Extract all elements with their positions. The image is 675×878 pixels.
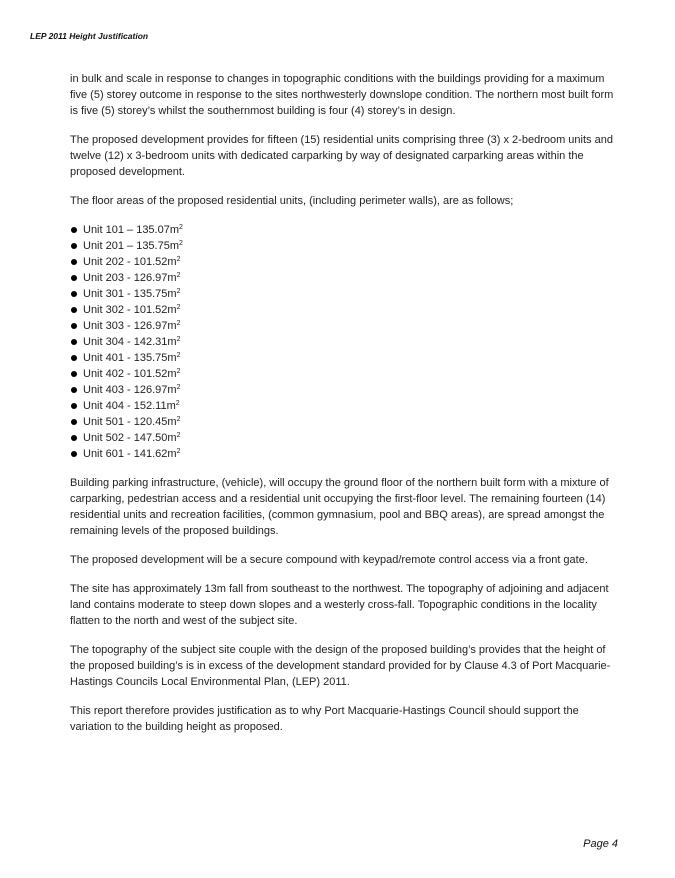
paragraph-site-fall: The site has approximately 13m fall from southeast to the northwest. The topography of adjoining and adjacent land contains moderate to steep down slopes and a westerly cross-fall. Topographic conditions in the locality flatten to the north and west of the subject site. xyxy=(70,583,609,627)
list-item: Unit $401 - 135.75m^2$ xyxy=(70,350,620,366)
paragraph-unit-mix: The proposed development provides for fifteen (15) residential units comprising three (3) x 2-bedroom units and twelve (12) x 3-bedroom units with dedicated carparking by way of designated carparking areas within the proposed development. xyxy=(70,134,613,178)
bullet-icon xyxy=(71,387,77,393)
bullet-icon xyxy=(71,243,77,249)
paragraph-bulk-scale: in bulk and scale in response to changes in topographic conditions with the buildings providing for a maximum five (5) storey outcome in response to the sites northwesterly downslope condition. The northern most built form is five (5) storey’s whilst the southernmost building is four (4) storey’s in design. xyxy=(70,73,614,117)
paragraph-security: The proposed development will be a secure compound with keypad/remote control access via a front gate. xyxy=(70,554,588,566)
bullet-icon xyxy=(71,291,77,297)
bullet-icon xyxy=(71,451,77,457)
list-item: Unit $402 - 101.52m^2$ xyxy=(70,366,620,382)
list-item: Unit $502 - 147.50m^2$ xyxy=(70,430,620,446)
bullet-icon xyxy=(71,419,77,425)
list-item: Unit $203 - 126.97m^2$ xyxy=(70,270,620,286)
list-item: Unit $101 - 135.07m^2$ xyxy=(70,222,620,238)
list-item: Unit $302 - 101.52m^2$ xyxy=(70,302,620,318)
paragraph-floor-areas-intro: The floor areas of the proposed residential units, (including perimeter walls), are as follows; xyxy=(70,195,514,207)
bullet-icon xyxy=(71,259,77,265)
paragraph-parking: Building parking infrastructure, (vehicle), will occupy the ground floor of the northern built form with a mixture of carparking, pedestrian access and a residential unit occupying the first-floor level. The remaining fourteen (14) residential units and recreation facilities, (common gymnasium, pool and BBQ areas), are spread amongst the remaining levels of the proposed buildings. xyxy=(70,477,609,537)
bullet-icon xyxy=(71,307,77,313)
bullet-icon xyxy=(71,435,77,441)
list-item: Unit $201 - 135.75m^2$ xyxy=(70,238,620,254)
list-item: Unit $404 - 152.11m^2$ xyxy=(70,398,620,414)
bullet-icon xyxy=(71,323,77,329)
paragraph-height-excess: The topography of the subject site couple with the design of the proposed building’s provides that the height of the proposed building’s is in excess of the development standard provided for by Clause 4.3 of Port Macquarie-Hastings Councils Local Environmental Plan, (LEP) 2011. xyxy=(70,644,611,688)
list-item: Unit $303 - 126.97m^2$ xyxy=(70,318,620,334)
bullet-icon xyxy=(71,275,77,281)
list-item: Unit $304 - 142.31m^2$ xyxy=(70,334,620,350)
running-header: LEP 2011 Height Justification xyxy=(30,31,149,41)
unit-area-list xyxy=(70,222,620,462)
page-number: Page 4 xyxy=(583,838,618,850)
list-item: Unit $601 - 141.62m^2$ xyxy=(70,446,620,462)
document-body xyxy=(70,71,620,748)
bullet-icon xyxy=(71,371,77,377)
list-item: Unit $202 - 101.52m^2$ xyxy=(70,254,620,270)
bullet-icon xyxy=(71,339,77,345)
paragraph-conclusion: This report therefore provides justification as to why Port Macquarie-Hastings Council should support the variation to the building height as proposed. xyxy=(70,705,579,733)
list-item: Unit $501 - 120.45m^2$ xyxy=(70,414,620,430)
bullet-icon xyxy=(71,355,77,361)
list-item: Unit $403 - 126.97m^2$ xyxy=(70,382,620,398)
bullet-icon xyxy=(71,403,77,409)
list-item: Unit $301 - 135.75m^2$ xyxy=(70,286,620,302)
bullet-icon xyxy=(71,227,77,233)
